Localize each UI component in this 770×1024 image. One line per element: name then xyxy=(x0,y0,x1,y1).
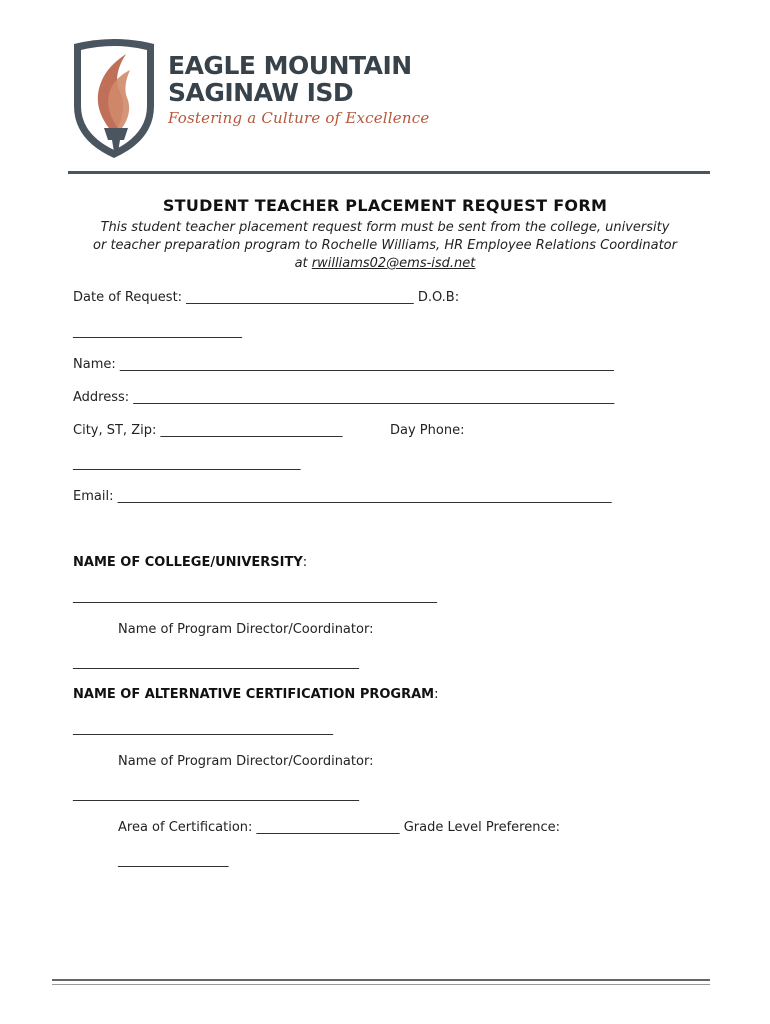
alt-cert-heading-colon: : xyxy=(434,687,439,702)
footer-rule-top xyxy=(52,979,710,981)
alt-cert-director-blank[interactable]: ____________________________________________ xyxy=(73,787,359,802)
header-divider xyxy=(68,171,710,174)
org-tagline: Fostering a Culture of Excellence xyxy=(168,109,430,127)
alt-cert-heading-text: NAME OF ALTERNATIVE CERTIFICATION PROGRAM xyxy=(73,687,435,702)
email-field[interactable]: Email: ____________________________________________________________________________ xyxy=(73,489,612,504)
college-heading xyxy=(73,555,307,570)
alt-cert-director-label: Name of Program Director/Coordinator: xyxy=(118,754,374,769)
college-director-label: Name of Program Director/Coordinator: xyxy=(118,622,374,637)
intro-line-3 xyxy=(60,255,710,273)
torch-shield-icon xyxy=(68,36,160,160)
footer-rule-bottom xyxy=(52,984,710,985)
name-field[interactable]: Name: ____________________________________________________________________________ xyxy=(73,357,614,372)
grade-level-blank[interactable]: _________________ xyxy=(118,853,229,868)
alt-cert-name-blank[interactable]: ________________________________________ xyxy=(73,721,333,736)
intro-line-2: or teacher preparation program to Rochelle Williams, HR Employee Relations Coordinator xyxy=(93,238,677,253)
date-of-request-field[interactable]: Date of Request: ___________________________________ D.O.B: xyxy=(73,290,460,305)
college-name-blank[interactable]: ________________________________________________________ xyxy=(73,589,437,604)
college-director-blank[interactable]: ____________________________________________ xyxy=(73,655,359,670)
area-of-certification-field[interactable]: Area of Certification: ______________________ Grade Level Preference: xyxy=(118,820,560,835)
contact-email-link[interactable]: rwilliams02@ems-isd.net xyxy=(311,256,476,271)
college-heading-colon: : xyxy=(302,555,308,570)
dob-blank[interactable]: __________________________ xyxy=(73,324,242,339)
address-field[interactable]: Address: __________________________________________________________________________ xyxy=(73,390,615,405)
form-title: STUDENT TEACHER PLACEMENT REQUEST FORM xyxy=(162,196,608,215)
city-st-zip-field[interactable]: City, ST, Zip: ____________________________ xyxy=(73,423,343,438)
alt-cert-heading xyxy=(73,687,438,702)
college-heading-text: NAME OF COLLEGE/UNIVERSITY xyxy=(73,555,303,570)
day-phone-blank[interactable]: ___________________________________ xyxy=(73,456,301,471)
intro-at: at xyxy=(294,256,312,271)
form-intro xyxy=(60,219,710,273)
org-name-line2: SAGINAW ISD xyxy=(168,78,354,107)
intro-line-1: This student teacher placement request form must be sent from the college, university xyxy=(100,220,670,235)
day-phone-label: Day Phone: xyxy=(390,423,465,438)
org-name-line1: EAGLE MOUNTAIN xyxy=(168,51,412,80)
